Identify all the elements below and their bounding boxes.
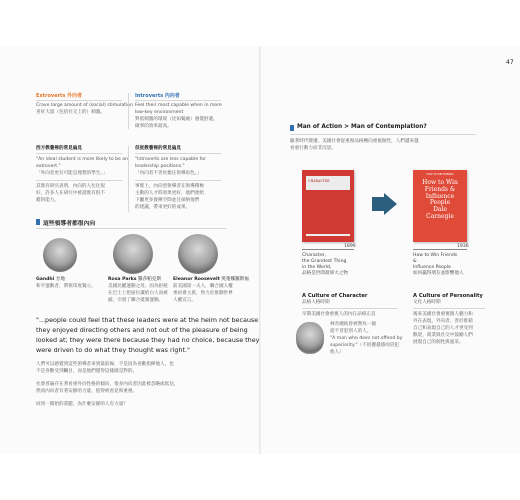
bias-quote-en-1: "An ideal student is more likely to be an (36, 157, 129, 162)
culture-personality-zh: 文化人格時期 (413, 300, 441, 305)
book1-caption: the Grandest Thing (302, 259, 347, 264)
divider (36, 100, 122, 101)
gandhi-portrait (43, 238, 77, 272)
divider (290, 134, 476, 135)
bias-body-line: 好，許多人在研究中被證實有很不 (36, 191, 105, 196)
bias-heading-left: 西方教養裡的常見偏見 (36, 146, 82, 151)
column-divider (128, 146, 129, 212)
lincoln-quote: superiority."（不因優越感而冒犯 (330, 343, 399, 348)
leaders-heading: 這些領導者都很內向 (43, 221, 96, 227)
intro-line: 看重行動力而非沉思。 (290, 146, 336, 151)
book1-caption: Character, (302, 253, 327, 258)
book1-year: 1899 (344, 244, 356, 249)
culture-character-heading: A Culture of Character (302, 293, 368, 299)
paragraph-line: 社會普遍存在著看重外向性格的傾向，很多內向者因此被忽略或低估， (36, 382, 179, 387)
personality-body: 展現自己的個性與風采。 (413, 340, 464, 345)
paragraph-line: 人們可以感覺到這些領導者來到最前線，不是因為喜歡指揮他人，也 (36, 362, 174, 367)
personality-body: 自己和表現自己的人才更受到 (413, 326, 473, 331)
leader-desc: 在巴士上把座位讓給白人而被 (108, 291, 168, 296)
heading-marker (290, 125, 294, 131)
lincoln-portrait (296, 322, 324, 354)
eleanor-roosevelt-portrait (178, 234, 218, 274)
bias-quote-en-1: "Introverts are less capable for (135, 157, 206, 162)
bias-quote-en-2: leadership positions." (135, 164, 185, 169)
book2-caption: & (413, 259, 417, 264)
paragraph-line: 然而內向者有著安靜的力量，值得被看見和重視。 (36, 389, 138, 394)
pull-quote-line: they enjoyed directing others and not out of the pleasure of being (36, 326, 248, 334)
lincoln-quote: "A man who does not offend by (330, 336, 403, 341)
leader-desc: 委員會主席，致力於推動世界 (173, 291, 233, 296)
character-body: 早期美國社會重視人的內在品格正直 (302, 312, 376, 317)
book2-year: 1936 (457, 244, 469, 249)
book2-caption: How to Win Friends (413, 253, 458, 258)
bias-body-line: 的建議，帶來更好的成果。 (135, 205, 191, 210)
personality-body: 後來美國社會重視個人魅力和 (413, 312, 473, 317)
bias-body-line: 錯的能力。 (36, 198, 59, 203)
divider (36, 180, 122, 181)
introverts-desc-en-1: Feel their most capable when in more (135, 103, 222, 108)
paragraph-line: 不是喜歡受到矚目，而是他們覺得這樣做是對的。 (36, 369, 138, 374)
lincoln-text: 從不冒犯別人的人。 (330, 329, 372, 334)
divider (36, 153, 122, 154)
divider (135, 100, 221, 101)
lincoln-quote: 他人） (330, 350, 344, 355)
extroverts-desc-zh: 喜好大量（包括社交上的）刺激。 (36, 110, 105, 115)
culture-character-zh: 品格人格時期 (302, 300, 330, 305)
rosa-parks-portrait (113, 234, 153, 274)
extroverts-heading: Extroverts 外向者 (36, 93, 83, 99)
pull-quote-line: were driven to do what they thought was right." (36, 346, 190, 354)
leader-name: Eleanor Roosevelt 愛蓮娜羅斯福 (173, 277, 249, 282)
leader-desc: 人權宣言。 (173, 298, 196, 303)
book1-caption-zh: 品格是世間最偉大之物 (302, 271, 348, 276)
book1-caption: in the World, (302, 265, 332, 270)
divider (302, 308, 398, 309)
page-gutter (259, 46, 261, 454)
leader-desc: 捕，引發了聯合抵制運動。 (108, 298, 164, 303)
bias-body-line: 下屬更多發揮空間並且採納他們 (135, 198, 200, 203)
bias-body-line: 其實有研究表明，內向的人往往很 (36, 184, 105, 189)
personality-body: 外在表現，外向者、善於推銷 (413, 319, 473, 324)
culture-personality-heading: A Culture of Personality (413, 293, 483, 299)
book2-caption: Influence People (413, 265, 451, 270)
extroverts-desc-en: Crave large amount of (social) stimulation (36, 103, 133, 108)
introverts-desc-en-2: low-key environment (135, 110, 184, 115)
bias-body-line: 主動的人才時效果更好，他們會給 (135, 191, 204, 196)
leader-desc: 前美國第一夫人，聯合國人權 (173, 284, 233, 289)
paragraph-line: 回到一開始的書題，為什麼安靜的人有力量？ (36, 402, 128, 407)
bias-quote-zh: 「外向者更有可能是理想的學生。」 (36, 171, 108, 176)
bias-body-line: 事實上，內向型領導者在領導積極 (135, 184, 204, 189)
column-divider (128, 93, 129, 129)
heading-marker (36, 219, 40, 225)
personality-body: 歡迎，商業與社交中鼓勵人們 (413, 333, 473, 338)
character-book-cover: CHARACTER (302, 170, 354, 242)
intro-line: 隨著時代變遷，美國社會從重視品格轉向重視個性，人們越來越 (290, 139, 419, 144)
banner-heading: Man of Action > Man of Contemplation? (297, 124, 427, 130)
arrow-right-icon (372, 193, 398, 215)
leader-name: Gandhi 甘地 (36, 277, 65, 282)
carnegie-book-cover: HOW TO WIN FRIENDS How to Win Friends & Influence People Dale Carnegie (413, 170, 467, 242)
leader-desc: 美國民權運動之母，因為拒絕 (108, 284, 168, 289)
bias-quote-en-2: extrovert." (36, 164, 61, 169)
pull-quote-line: "...people could feel that these leaders were at the helm not because (36, 316, 259, 324)
divider (413, 308, 485, 309)
divider (36, 228, 226, 229)
pull-quote-line: looked at; they were there because they had no choice, because they (36, 336, 260, 344)
introverts-heading: Introverts 內向者 (135, 93, 180, 99)
divider (135, 180, 221, 181)
bias-quote-zh: 「內向者不善於擔任領導角色。」 (135, 171, 202, 176)
leader-name: Rosa Parks 羅莎帕克斯 (108, 277, 161, 282)
introverts-desc-zh-1: 對低刺激的環境（比如獨處）感覺舒適， (135, 117, 218, 122)
book2-caption-zh: 如何贏得朋友並影響他人 (413, 271, 464, 276)
introverts-desc-zh-2: 做事的效率最高。 (135, 124, 172, 129)
bias-heading-right: 但從教養裡的常見偏見 (135, 146, 181, 151)
lincoln-text: 林肯總統曾被譽為一個 (330, 322, 376, 327)
page-number: 47 (506, 59, 514, 66)
leader-desc: 和平運動者，帶領印度獨立。 (36, 284, 96, 289)
divider (135, 153, 221, 154)
